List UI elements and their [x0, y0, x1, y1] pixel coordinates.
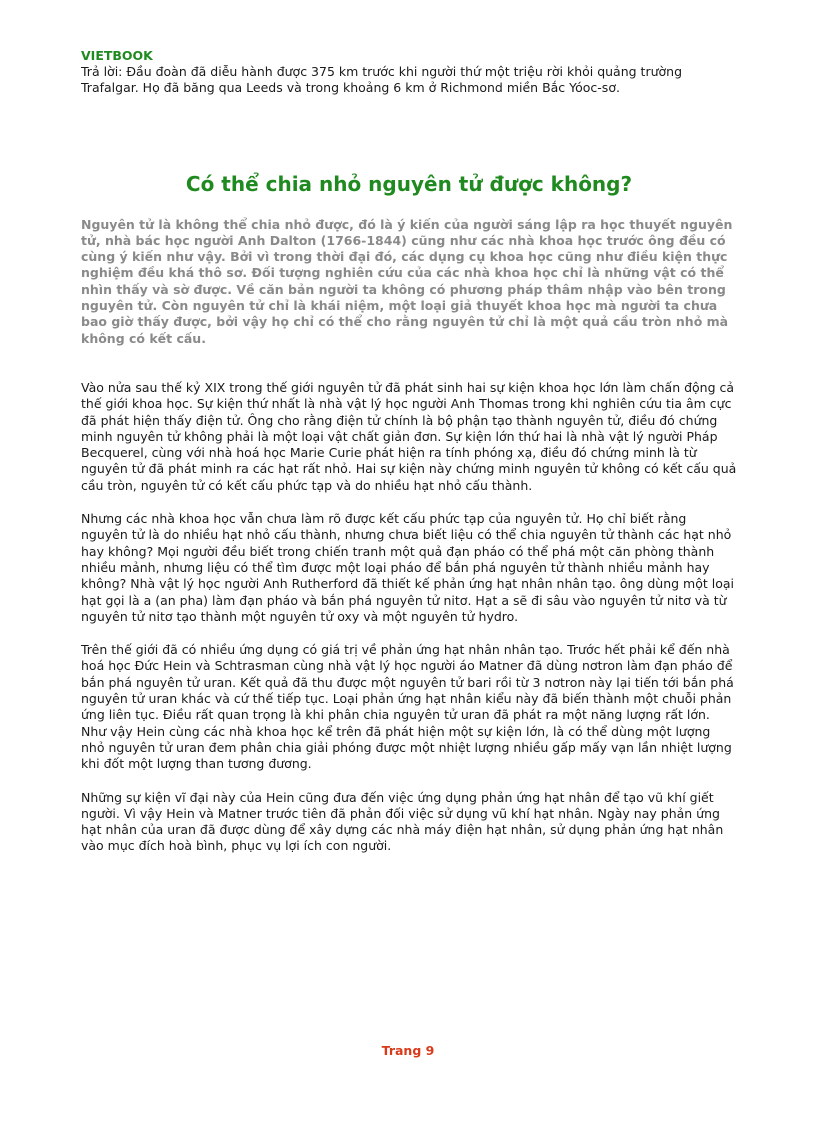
article-paragraph: Nhưng các nhà khoa học vẫn chưa làm rõ được kết cấu phức tạp của nguyên tử. Họ chỉ biết rằng nguyên tử là do nhiều hạt nhỏ cấu thành, nhưng chưa biết liệu có thể chia nguyên tử thành các hạt nhỏ hay không? Mọi người đều biết trong chiến tranh một quả đạn pháo có thể phá một căn phòng thành nhiều mảnh, nhưng liệu có thể tìm được một loại pháo để bắn phá nguyên tử thành nhiều mảnh hay không? Nhà vật lý học người Anh Rutherford đã thiết kế phản ứng hạt nhân nhân tạo. ông dùng một loại hạt gọi là a (an pha) làm đạn pháo và bắn phá nguyên tử nitơ. Hạt a sẽ đi sâu vào nguyên tử nitơ và từ nguyên tử nitơ tạo thành một nguyên tử oxy và một nguyên tử hydro. [81, 511, 734, 624]
article-paragraph: Trên thế giới đã có nhiều ứng dụng có giá trị về phản ứng hạt nhân nhân tạo. Trước hết phải kể đến nhà hoá học Đức Hein và Schtrasman cùng nhà vật lý học người áo Matner đã dùng nơtron làm đạn pháo để bắn phá nguyên tử uran. Kết quả đã thu được một nguyên tử bari rồi từ 3 nơtron này lại tiến tới bắn phá nguyên tử uran khác và cứ thế tiếp tục. Loại phản ứng hạt nhân kiểu này đã biến thành một chuỗi phản ứng liên tục. Điều rất quan trọng là khi phân chia nguyên tử uran đã phát ra một năng lượng rất lớn. Như vậy Hein cùng các nhà khoa học kể trên đã phát hiện một sự kiện lớn, là có thể dùng một lượng nhỏ nguyên tử uran đem phân chia giải phóng được một nhiệt lượng nhiều gấp mấy vạn lần nhiệt lượng khi đốt một lượng than tương đương. [81, 642, 734, 772]
header-brand: VIETBOOK [81, 48, 153, 63]
document-page [81, 48, 737, 855]
article-lead: Nguyên tử là không thể chia nhỏ được, đó là ý kiến của người sáng lập ra học thuyết nguyên tử, nhà bác học người Anh Dalton (1766-1844) cũng như các nhà khoa học trước ông đều có cùng ý kiến như vậy. Bởi vì trong thời đại đó, các dụng cụ khoa học cũng như điều kiện thực nghiệm đều khá thô sơ. Đối tượng nghiên cứu của các nhà khoa học chỉ là những vật có thể nhìn thấy và sờ được. Về căn bản người ta không có phương pháp thâm nhập vào bên trong nguyên tử. Còn nguyên tử chỉ là khái niệm, một loại giả thuyết khoa học mà người ta chưa bao giờ thấy được, bởi vậy họ chỉ có thể cho rằng nguyên tử chỉ là một quả cầu tròn nhỏ mà không có kết cấu. [81, 216, 733, 346]
page-number: Trang 9 [381, 1043, 435, 1058]
article-paragraph: Vào nửa sau thế kỷ XIX trong thế giới nguyên tử đã phát sinh hai sự kiện khoa học lớn làm chấn động cả thế giới khoa học. Sự kiện thứ nhất là nhà vật lý học người Anh Thomas trong khi nghiên cứu tia âm cực đã phát hiện thấy điện tử. Ông cho rằng điện tử chính là bộ phận tạo thành nguyên tử, điều đó chứng minh nguyên tử không phải là một loại vật chất giản đơn. Sự kiện lớn thứ hai là nhà vật lý người Pháp Becquerel, cùng với nhà hoá học Marie Curie phát hiện ra tính phóng xạ, điều đó chứng minh là từ nguyên tử đã phát minh ra các hạt rất nhỏ. Hai sự kiện này chứng minh nguyên tử không có kết cấu quả cầu tròn, nguyên tử có kết cấu phức tạp và do nhiều hạt nhỏ cấu thành. [81, 379, 737, 493]
article-title: Có thể chia nhỏ nguyên tử được không? [185, 171, 633, 196]
answer-text: Trả lời: Đầu đoàn đã diễu hành được 375 km trước khi người thứ một triệu rời khỏi quảng trường Trafalgar. Họ đã băng qua Leeds và trong khoảng 6 km ở Richmond miền Bắc Yóoc-sơ. [81, 64, 683, 96]
article-paragraph: Những sự kiện vĩ đại này của Hein cũng đưa đến việc ứng dụng phản ứng hạt nhân để tạo vũ khí giết người. Vì vậy Hein và Matner trước tiên đã phản đối việc sử dụng vũ khí hạt nhân. Ngày nay phản ứng hạt nhân của uran đã được dùng để xây dựng các nhà máy điện hạt nhân, sử dụng phản ứng hạt nhân vào mục đích hoà bình, phục vụ lợi ích con người. [81, 789, 724, 854]
